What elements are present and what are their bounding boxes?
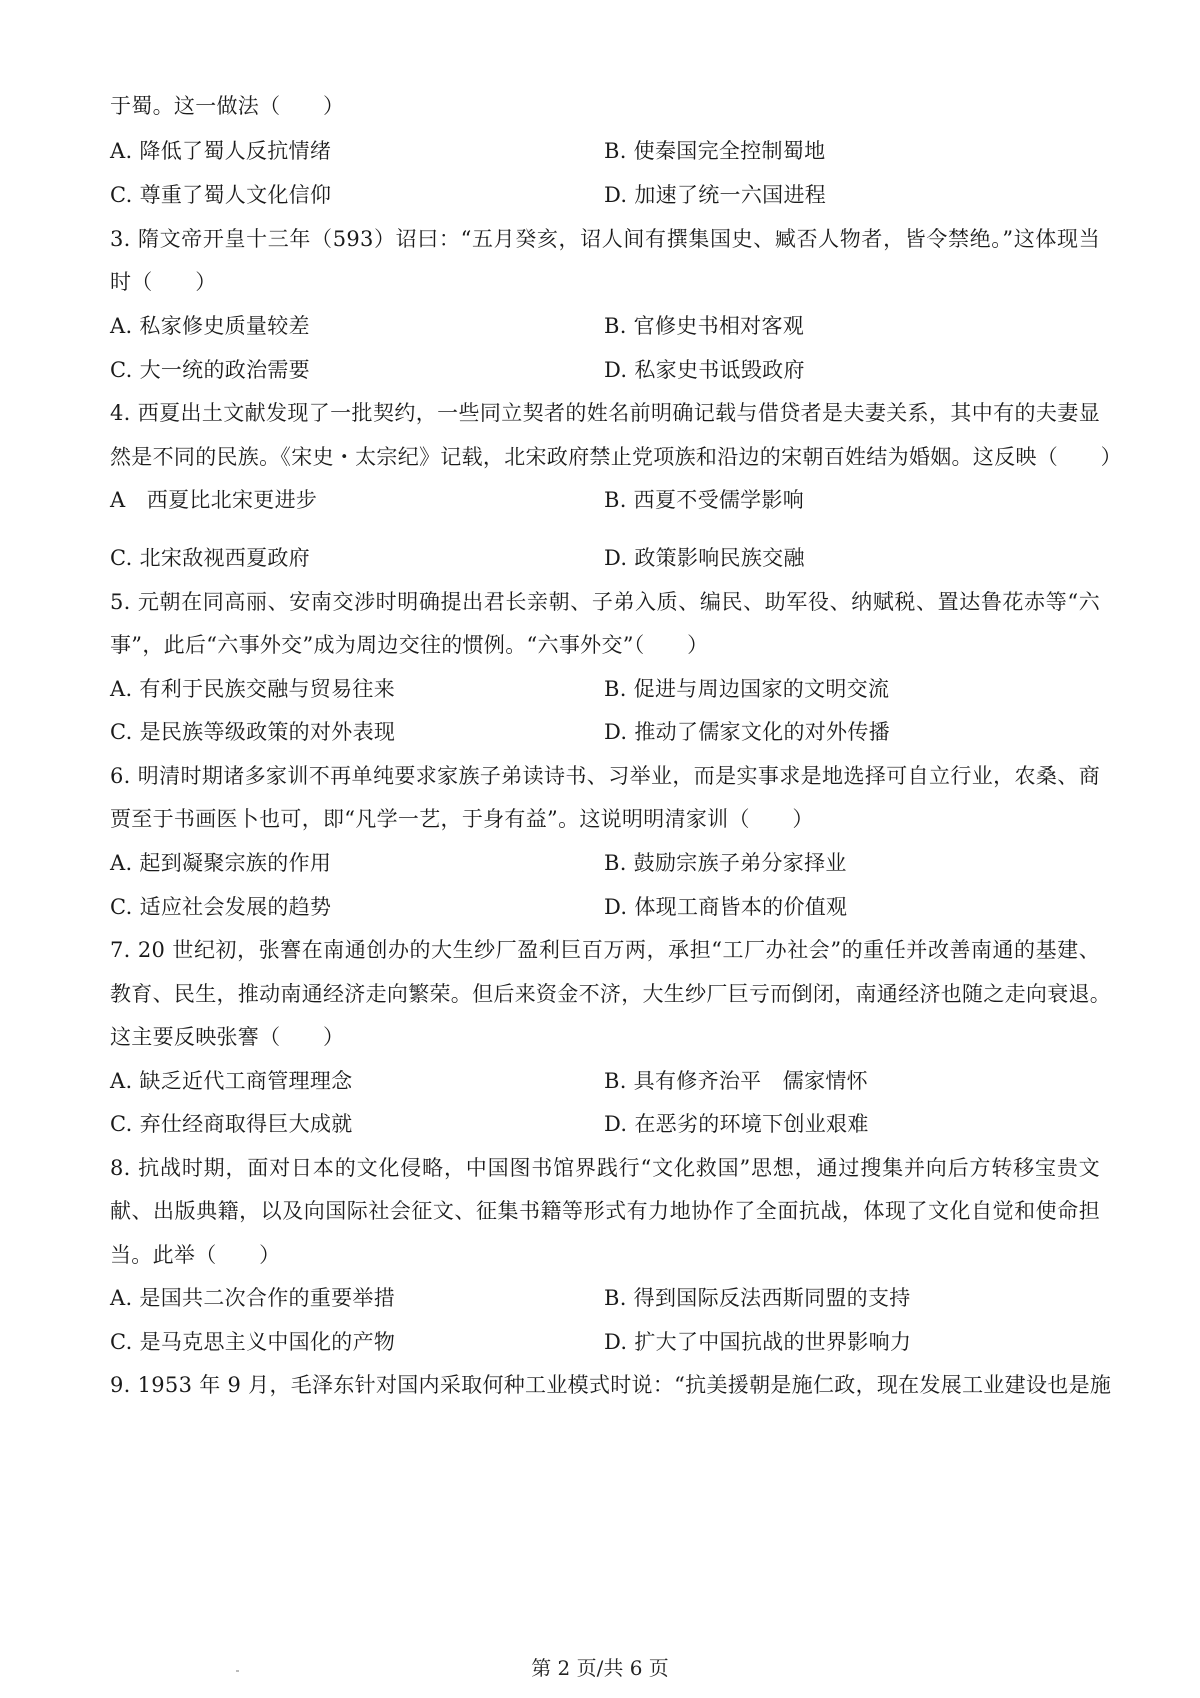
q7-option-b: B. 具有修齐治平 儒家情怀 [604, 1069, 868, 1093]
q6-option-d: D. 体现工商皆本的价值观 [604, 895, 848, 919]
q4-stem-line: 然是不同的民族。《宋史・太宗纪》记载，北宋政府禁止党项族和沿边的宋朝百姓结为婚姻。这反映（ ） [110, 445, 1122, 469]
q2-option-a: A. 降低了蜀人反抗情绪 [110, 139, 332, 163]
q5-option-d: D. 推动了儒家文化的对外传播 [604, 720, 890, 744]
q7-stem-line: 7. 20 世纪初，张謇在南通创办的大生纱厂盈利巨百万两，承担“工厂办社会”的重任并改善南通的基建、 [110, 938, 1100, 962]
q7-stem-line: 这主要反映张謇（ ） [110, 1025, 345, 1049]
q3-option-b: B. 官修史书相对客观 [604, 314, 805, 338]
q7-option-a: A. 缺乏近代工商管理理念 [110, 1069, 353, 1093]
q5-option-b: B. 促进与周边国家的文明交流 [604, 677, 890, 701]
q3-option-d: D. 私家史书诋毁政府 [604, 358, 805, 382]
q8-option-a: A. 是国共二次合作的重要举措 [110, 1286, 396, 1310]
page-number: 第 2 页/共 6 页 [531, 1656, 669, 1680]
q2-option-d: D. 加速了统一六国进程 [604, 183, 827, 207]
q8-option-c: C. 是马克思主义中国化的产物 [110, 1330, 396, 1354]
q8-stem-line: 献、出版典籍，以及向国际社会征文、征集书籍等形式有力地协作了全面抗战，体现了文化自觉和使命担 [110, 1199, 1100, 1223]
q8-option-d: D. 扩大了中国抗战的世界影响力 [604, 1330, 912, 1354]
q2-option-b: B. 使秦国完全控制蜀地 [604, 139, 826, 163]
q8-stem-line: 8. 抗战时期，面对日本的文化侵略，中国图书馆界践行“文化救国”思想，通过搜集并向后方转移宝贵文 [110, 1156, 1100, 1180]
q5-option-c: C. 是民族等级政策的对外表现 [110, 720, 396, 744]
q4-option-a: A 西夏比北宋更进步 [110, 488, 318, 512]
q8-stem-line: 当。此举（ ） [110, 1243, 281, 1267]
q5-stem-line: 5. 元朝在同高丽、安南交涉时明确提出君长亲朝、子弟入质、编民、助军役、纳赋税、置达鲁花赤等“六 [110, 590, 1100, 614]
q9-stem-line: 9. 1953 年 9 月，毛泽东针对国内采取何种工业模式时说：“抗美援朝是施仁政，现在发展工业建设也是施 [110, 1373, 1112, 1397]
q4-option-c: C. 北宋敌视西夏政府 [110, 546, 310, 570]
q6-option-b: B. 鼓励宗族子弟分家择业 [604, 851, 847, 875]
q7-option-d: D. 在恶劣的环境下创业艰难 [604, 1112, 869, 1136]
q8-option-b: B. 得到国际反法西斯同盟的支持 [604, 1286, 911, 1310]
q5-option-a: A. 有利于民族交融与贸易往来 [110, 677, 396, 701]
q2-stem-line: 于蜀。这一做法（ ） [110, 94, 345, 118]
q6-stem-line: 贾至于书画医卜也可，即“凡学一艺，于身有益”。这说明明清家训（ ） [110, 807, 814, 831]
q3-option-a: A. 私家修史质量较差 [110, 314, 310, 338]
q3-stem-line: 时（ ） [110, 270, 217, 294]
q6-option-a: A. 起到凝聚宗族的作用 [110, 851, 332, 875]
q7-option-c: C. 弃仕经商取得巨大成就 [110, 1112, 353, 1136]
q3-option-c: C. 大一统的政治需要 [110, 358, 310, 382]
q6-stem-line: 6. 明清时期诸多家训不再单纯要求家族子弟读诗书、习举业，而是实事求是地选择可自立行业，农桑、商 [110, 764, 1100, 788]
q4-option-d: D. 政策影响民族交融 [604, 546, 805, 570]
q2-option-c: C. 尊重了蜀人文化信仰 [110, 183, 332, 207]
q3-stem-line: 3. 隋文帝开皇十三年（593）诏曰：“五月癸亥，诏人间有撰集国史、臧否人物者，皆令禁绝。”这体现当 [110, 227, 1100, 251]
q4-stem-line: 4. 西夏出土文献发现了一批契约，一些同立契者的姓名前明确记载与借贷者是夫妻关系，其中有的夫妻显 [110, 401, 1100, 425]
q6-option-c: C. 适应社会发展的趋势 [110, 895, 332, 919]
q4-option-b: B. 西夏不受儒学影响 [604, 488, 805, 512]
q5-stem-line: 事”，此后“六事外交”成为周边交往的惯例。“六事外交”（ ） [110, 633, 709, 657]
q7-stem-line: 教育、民生，推动南通经济走向繁荣。但后来资金不济，大生纱厂巨亏而倒闭，南通经济也随之走向衰退。 [110, 982, 1112, 1006]
